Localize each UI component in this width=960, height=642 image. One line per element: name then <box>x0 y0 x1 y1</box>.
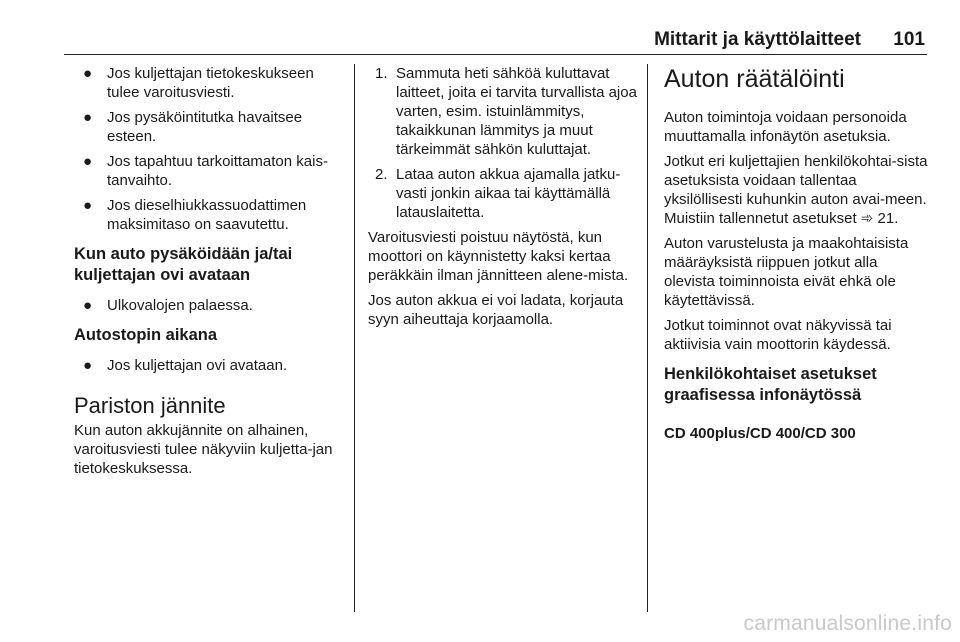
bullet-icon: ● <box>83 109 93 126</box>
list-item: ● Jos dieselhiukkassuodattimen maksimitaso on saavutettu. <box>83 197 307 233</box>
paragraph-battery: Kun auton akkujännite on alhainen, varoitusviesti tulee näkyviin kuljetta-jan tietokeskuksessa. <box>74 422 333 477</box>
list-item: ● Jos kuljettajan tietokeskukseen tulee varoitusviesti. <box>83 65 314 101</box>
subheading-autostop: Autostopin aikana <box>74 326 218 344</box>
page-header <box>64 24 927 55</box>
list-item: 2. Lataa auton akkua ajamalla jatku-vasti jonkin aikaa tai käyttämällä latauslaitetta. <box>375 166 621 221</box>
column-divider-2 <box>647 64 648 612</box>
bullet-list-autostop <box>74 356 349 375</box>
bullet-list-warnings <box>74 64 349 234</box>
watermark-text: carmanualsonline.info <box>743 612 952 635</box>
list-item: 1. Sammuta heti sähköä kuluttavat laitteet, joita ei tarvita turvallista ajoa varten, esim. istuinlämmitys, takaikkunan lämmitys ja muut tärkeimmät sähkön kuluttajat. <box>375 65 637 158</box>
list-item: ● Jos kuljettajan ovi avataan. <box>83 357 288 374</box>
bullet-icon: ● <box>83 65 93 82</box>
column-divider-1 <box>354 64 355 612</box>
list-item: ● Jos tapahtuu tarkoittamaton kais-tanvaihto. <box>83 153 328 189</box>
subheading-graphic-display: Henkilökohtaiset asetukset graafisessa infonäytössä <box>664 365 877 404</box>
column-2 <box>368 64 638 335</box>
paragraph-message-clears: Varoitusviesti poistuu näytöstä, kun moottori on käynnistetty kaksi kertaa peräkkäin ilman jännitteen alene-mista. <box>368 229 629 284</box>
section-title-battery: Pariston jännite <box>74 393 226 418</box>
list-item: ● Ulkovalojen palaessa. <box>83 297 253 314</box>
header-title: Mittarit ja käyttölaitteet <box>654 29 861 50</box>
bullet-icon: ● <box>83 153 93 170</box>
column-3 <box>664 64 930 443</box>
section-title-personalization: Auton räätälöinti <box>664 65 845 93</box>
subheading-parking: Kun auto pysäköidään ja/tai kuljettajan ovi avataan <box>74 245 293 284</box>
paragraph-equipment: Auton varustelusta ja maakohtaisista määräyksistä riippuen jotkut alla olevista toiminnoista eivät ehkä ole käytettävissä. <box>664 235 909 309</box>
paragraph-engine-running: Jotkut toiminnot ovat näkyvissä tai aktiivisia vain moottorin käydessä. <box>664 317 892 353</box>
subheading-radio-models: CD 400plus/CD 400/CD 300 <box>664 425 856 442</box>
bullet-icon: ● <box>83 297 93 314</box>
bullet-icon: ● <box>83 197 93 214</box>
page-number: 101 <box>893 29 925 50</box>
bullet-list-parking <box>74 296 349 315</box>
bullet-icon: ● <box>83 357 93 374</box>
list-item: ● Jos pysäköintitutka havaitsee esteen. <box>83 109 303 145</box>
paragraph-driver-settings: Jotkut eri kuljettajien henkilökohtai-sista asetuksista voidaan tallentaa yksilöllisesti kuhunkin auton avai-meen. Muistiin tallennetut asetukset ➾ 21. <box>664 153 928 227</box>
paragraph-workshop: Jos auton akkua ei voi ladata, korjauta syyn aiheuttaja korjaamolla. <box>368 292 624 328</box>
paragraph-personalize: Auton toimintoja voidaan personoida muuttamalla infonäytön asetuksia. <box>664 109 907 145</box>
numbered-steps <box>368 64 638 222</box>
column-1 <box>74 64 349 484</box>
